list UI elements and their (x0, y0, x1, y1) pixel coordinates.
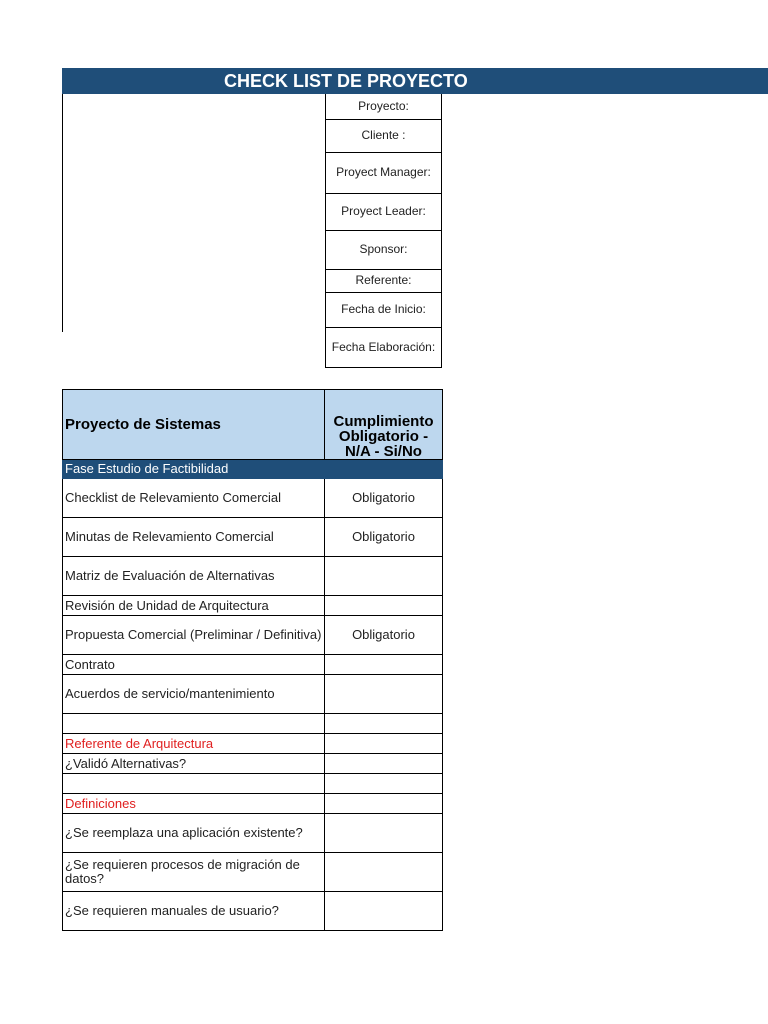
info-label-fecha-inicio: Fecha de Inicio: (326, 292, 442, 327)
row-value (325, 675, 443, 714)
info-label-cliente: Cliente : (326, 119, 442, 152)
info-label-sponsor: Sponsor: (326, 230, 442, 269)
table-row (63, 853, 443, 892)
row-item: Checklist de Relevamiento Comercial (63, 479, 325, 518)
table-row (63, 892, 443, 931)
table-row (63, 734, 443, 754)
row-value (325, 853, 443, 892)
title-banner (62, 68, 768, 94)
row-item (63, 774, 325, 794)
row-item: Contrato (63, 655, 325, 675)
info-label-referente: Referente: (326, 269, 442, 292)
info-label-project-leader: Proyect Leader: (326, 193, 442, 230)
row-item: Minutas de Relevamiento Comercial (63, 518, 325, 557)
row-item (63, 714, 325, 734)
row-value: Obligatorio (325, 518, 443, 557)
row-value (325, 714, 443, 734)
section-label-referente-arquitectura: Referente de Arquitectura (63, 734, 325, 754)
info-label-proyecto: Proyecto: (326, 94, 442, 119)
section-label-definiciones: Definiciones (63, 794, 325, 814)
row-item: ¿Se requieren procesos de migración de datos? (63, 853, 325, 892)
left-border (62, 94, 63, 332)
row-value (325, 596, 443, 616)
info-label-fecha-elaboracion: Fecha Elaboración: (326, 327, 442, 367)
row-item: ¿Validó Alternativas? (63, 754, 325, 774)
row-item: Matriz de Evaluación de Alternativas (63, 557, 325, 596)
row-value (325, 774, 443, 794)
table-row (63, 794, 443, 814)
phase-label: Fase Estudio de Factibilidad (63, 460, 443, 479)
row-value (325, 734, 443, 754)
table-row (63, 557, 443, 596)
table-row (63, 518, 443, 557)
table-row (63, 814, 443, 853)
row-item: ¿Se reemplaza una aplicación existente? (63, 814, 325, 853)
row-value (325, 794, 443, 814)
header-cumplimiento: Cumplimiento Obligatorio - N/A - Si/No (325, 390, 443, 460)
table-row (63, 479, 443, 518)
checklist-table (62, 389, 443, 931)
row-value: Obligatorio (325, 479, 443, 518)
row-item: ¿Se requieren manuales de usuario? (63, 892, 325, 931)
row-value (325, 557, 443, 596)
page-title: CHECK LIST DE PROYECTO (224, 71, 468, 91)
row-value (325, 754, 443, 774)
table-row (63, 655, 443, 675)
row-item: Acuerdos de servicio/mantenimiento (63, 675, 325, 714)
project-info-table (325, 94, 442, 368)
row-value (325, 892, 443, 931)
table-row (63, 774, 443, 794)
row-item: Revisión de Unidad de Arquitectura (63, 596, 325, 616)
table-row (63, 616, 443, 655)
info-label-project-manager: Proyect Manager: (326, 152, 442, 193)
table-row (63, 754, 443, 774)
table-row (63, 675, 443, 714)
header-proyecto-sistemas: Proyecto de Sistemas (63, 390, 325, 460)
table-row (63, 596, 443, 616)
row-item: Propuesta Comercial (Preliminar / Definitiva) (63, 616, 325, 655)
row-value: Obligatorio (325, 616, 443, 655)
row-value (325, 655, 443, 675)
row-value (325, 814, 443, 853)
table-row (63, 714, 443, 734)
